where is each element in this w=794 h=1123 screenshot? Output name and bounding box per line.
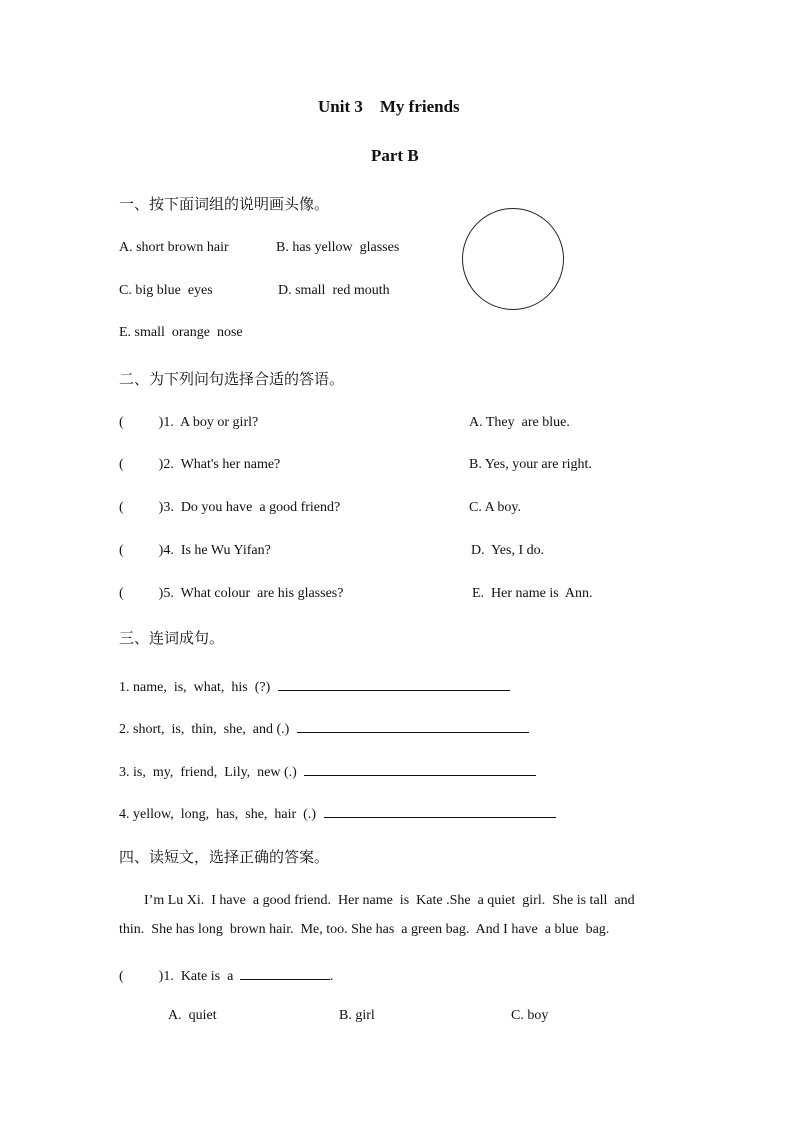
reading-option-b: B. girl: [339, 1008, 375, 1023]
section1-item-d: D. small red mouth: [278, 283, 390, 298]
section1-item-b: B. has yellow glasses: [276, 240, 400, 255]
section1-item-e: E. small orange nose: [119, 325, 243, 340]
section1-item-a: A. short brown hair: [119, 240, 229, 255]
section2-answer-b: B. Yes, your are right.: [469, 457, 592, 472]
reading-question-1-end: .: [329, 969, 334, 984]
page-subtitle: Part B: [371, 146, 419, 165]
section2-question-1: ( )1. A boy or girl?: [119, 415, 259, 430]
section2-answer-d: D. Yes, I do.: [471, 543, 545, 558]
section3-item-3-text: 3. is, my, friend, Lily, new (.): [119, 765, 297, 780]
reading-option-a: A. quiet: [168, 1008, 217, 1023]
page-title: Unit 3 My friends: [318, 97, 460, 116]
reading-answer-line[interactable]: [240, 965, 330, 980]
section2-question-4: ( )4. Is he Wu Yifan?: [119, 543, 271, 558]
section2-answer-c: C. A boy.: [469, 500, 521, 515]
section2-heading: 二、为下列问句选择合适的答语。: [119, 370, 345, 388]
section3-item-1-text: 1. name, is, what, his (?): [119, 680, 271, 695]
section1-heading: 一、按下面词组的说明画头像。: [119, 195, 330, 213]
section2-question-5: ( )5. What colour are his glasses?: [119, 586, 344, 601]
answer-line-2[interactable]: [297, 718, 529, 733]
reading-passage-line-1: I’m Lu Xi. I have a good friend. Her name is Kate .She a quiet girl. She is tall and: [144, 893, 635, 908]
section3-item-3: [119, 761, 536, 781]
section2-question-2: ( )2. What's her name?: [119, 457, 281, 472]
answer-line-3[interactable]: [304, 761, 536, 776]
section3-item-4-text: 4. yellow, long, has, she, hair (.): [119, 807, 316, 822]
reading-question-1: [119, 965, 333, 985]
reading-question-1-text: ( )1. Kate is a: [119, 969, 234, 984]
section4-heading: 四、读短文，选择正确的答案。: [119, 848, 330, 866]
drawing-circle[interactable]: [462, 208, 564, 310]
section3-item-4: [119, 803, 556, 823]
section3-heading: 三、连词成句。: [119, 629, 225, 647]
answer-line-4[interactable]: [324, 803, 556, 818]
section2-question-3: ( )3. Do you have a good friend?: [119, 500, 341, 515]
section2-answer-e: E. Her name is Ann.: [472, 586, 593, 601]
section3-item-2-text: 2. short, is, thin, she, and (.): [119, 722, 290, 737]
reading-option-c: C. boy: [511, 1008, 549, 1023]
section1-item-c: C. big blue eyes: [119, 283, 213, 298]
section3-item-2: [119, 718, 529, 738]
reading-passage-line-2: thin. She has long brown hair. Me, too. She has a green bag. And I have a blue bag.: [119, 922, 610, 937]
section2-answer-a: A. They are blue.: [469, 415, 570, 430]
section3-item-1: [119, 676, 510, 696]
answer-line-1[interactable]: [278, 676, 510, 691]
